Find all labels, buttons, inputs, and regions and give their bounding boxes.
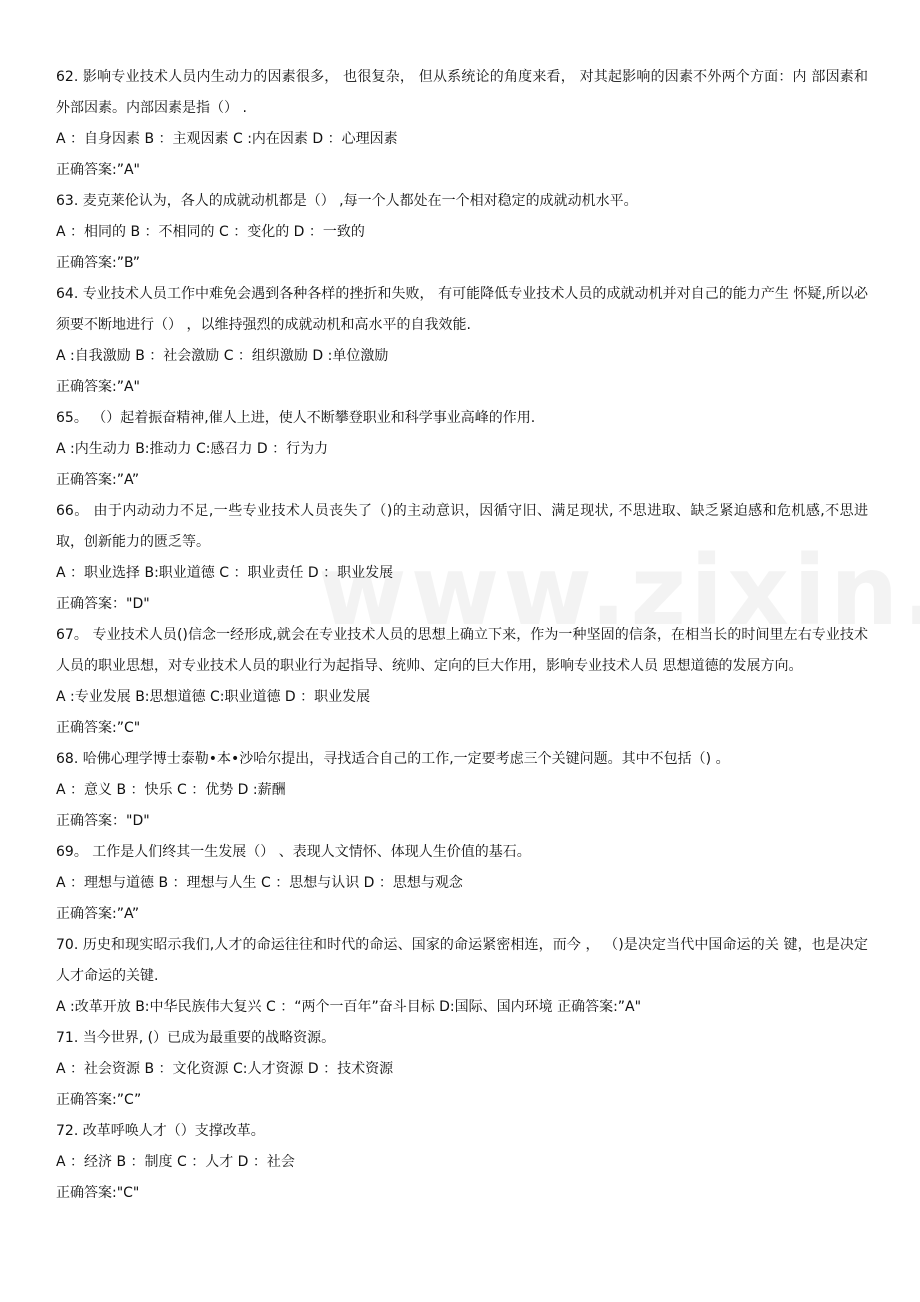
text-line: A ：相同的 B ：不相同的 C ：变化的 D ：一致的 bbox=[56, 224, 365, 240]
text-line: 正确答案:"C" bbox=[56, 1185, 140, 1201]
text-line: 69。 工作是人们终其一生发展（） 、表现人文情怀、体现人生价值的基石。 bbox=[56, 844, 531, 860]
text-line: 正确答案:”C” bbox=[56, 1092, 142, 1108]
text-line: 62. 影响专业技术人员内生动力的因素很多， 也很复杂， 但从系统论的角度来看， 对其起影响的因素不外两个方面：内 部因素和外部因素。内部因素是指（） . bbox=[56, 69, 868, 116]
text-line: 68. 哈佛心理学博士泰勒•本•沙哈尔提出，寻找适合自己的工作,一定要考虑三个关键问题。其中不包括（) 。 bbox=[56, 751, 730, 767]
text-line: 63. 麦克莱伦认为，各人的成就动机都是（） ,每一个人都处在一个相对稳定的成就动机水平。 bbox=[56, 193, 638, 209]
text-line: 正确答案:”A” bbox=[56, 906, 140, 922]
text-line: A :自我激励 B ：社会激励 C ：组织激励 D :单位激励 bbox=[56, 348, 389, 364]
text-line: 65。 （）起着振奋精神,催人上进，使人不断攀登职业和科学事业高峰的作用. bbox=[56, 410, 536, 426]
text-line: A ：经济 B ：制度 C ：人才 D ：社会 bbox=[56, 1154, 295, 1170]
text-line: 正确答案:”A" bbox=[56, 379, 140, 395]
text-line: 67。 专业技术人员()信念一经形成,就会在专业技术人员的思想上确立下来，作为一种坚固的信条，在相当长的时间里左右专业技术人员的职业思想，对专业技术人员的职业行为起指导、统帅、定向的巨大作用，影响专业技术人员 思想道德的发展方向。 bbox=[56, 627, 868, 674]
text-line: A ：社会资源 B ：文化资源 C:人才资源 D ：技术资源 bbox=[56, 1061, 394, 1077]
text-line: 72. 改革呼唤人才（）支撑改革。 bbox=[56, 1123, 265, 1139]
text-line: 正确答案:”C" bbox=[56, 720, 141, 736]
text-line: 正确答案:”A" bbox=[56, 162, 140, 178]
text-line: A ：理想与道德 B ：理想与人生 C ：思想与认识 D ：思想与观念 bbox=[56, 875, 463, 891]
text-line: 66。 由于内动动力不足,一些专业技术人员丧失了（)的主动意识，因循守旧、满足现状, 不思进取、缺乏紧迫感和危机感,不思进取，创新能力的匮乏等。 bbox=[56, 503, 868, 550]
text-line: A :内生动力 B:推动力 C:感召力 D ：行为力 bbox=[56, 441, 329, 457]
text-line: 71. 当今世界, (）已成为最重要的战略资源。 bbox=[56, 1030, 336, 1046]
text-line: A ：自身因素 B ：主观因素 C :内在因素 D ：心理因素 bbox=[56, 131, 398, 147]
text-line: A ：职业选择 B:职业道德 C ：职业责任 D ：职业发展 bbox=[56, 565, 394, 581]
text-line: 正确答案："D" bbox=[56, 596, 150, 612]
text-line: 64. 专业技术人员工作中难免会遇到各种各样的挫折和失败， 有可能降低专业技术人员的成就动机并对自己的能力产生 怀疑,所以必须要不断地进行（） ，以维持强烈的成就动机和高水平的自我效能. bbox=[56, 286, 868, 333]
text-line: A :改革开放 B:中华民族伟大复兴 C ：“两个一百年”奋斗目标 D:国际、国内环境 正确答案:”A" bbox=[56, 999, 642, 1015]
text-line: 正确答案:”A” bbox=[56, 472, 140, 488]
text-line: 70. 历史和现实昭示我们,人才的命运往往和时代的命运、国家的命运紧密相连，而今 ， （)是决定当代中国命运的关 键，也是决定人才命运的关键. bbox=[56, 937, 868, 984]
question-list bbox=[56, 62, 868, 1209]
text-line: 正确答案:”B” bbox=[56, 255, 141, 271]
text-line: 正确答案："D" bbox=[56, 813, 150, 829]
text-line: A ：意义 B ：快乐 C ：优势 D :薪酬 bbox=[56, 782, 286, 798]
text-line: A :专业发展 B:思想道德 C:职业道德 D ：职业发展 bbox=[56, 689, 371, 705]
